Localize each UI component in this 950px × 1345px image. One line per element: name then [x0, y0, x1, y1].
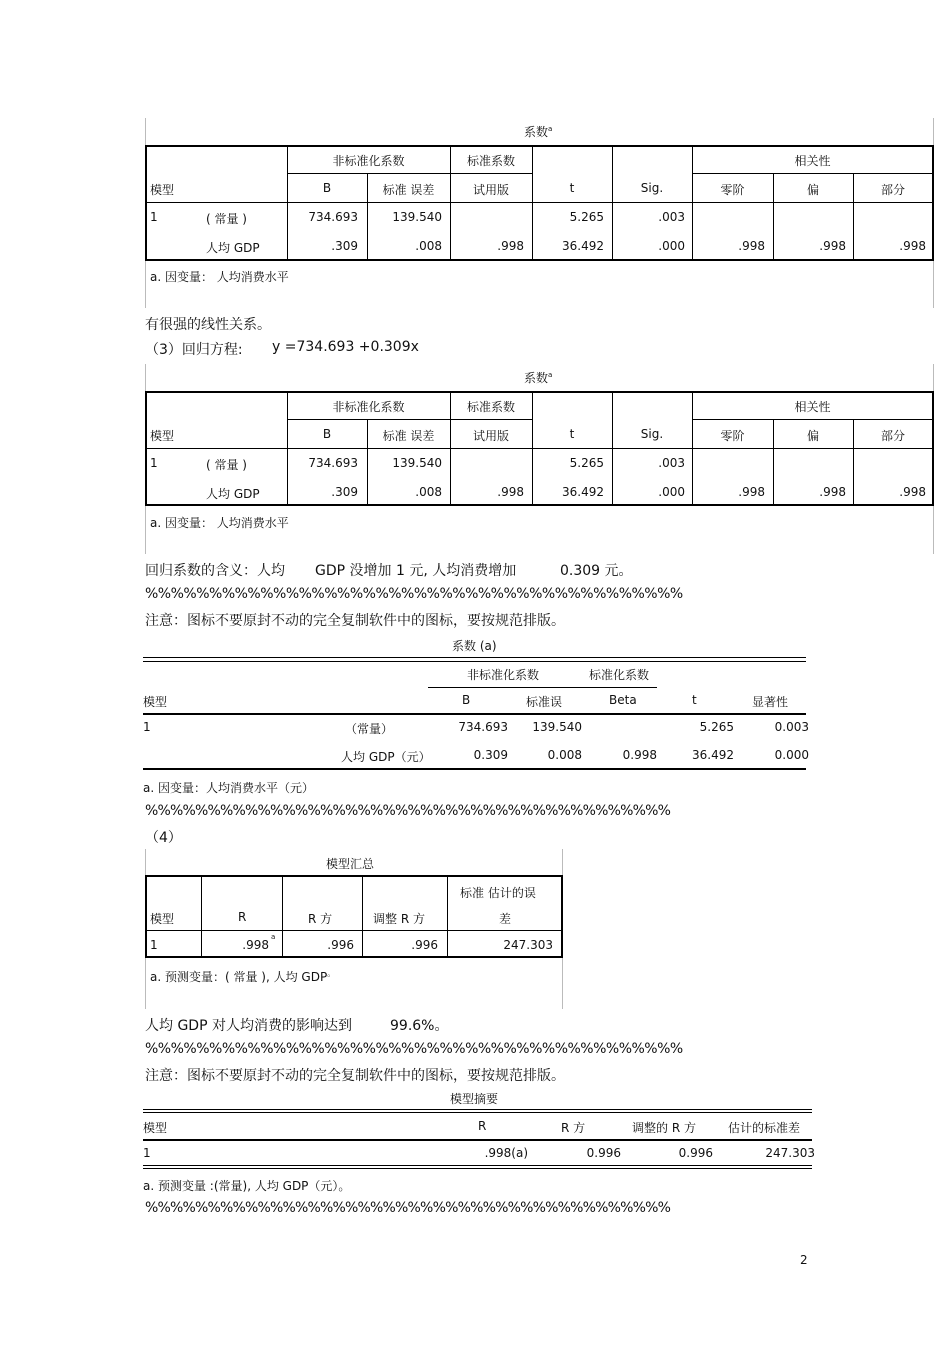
percent-divider: %%%%%%%%%%%%%%%%%%%%%%%%%%%%%%%%%%%%%%%%%% — [145, 803, 671, 819]
equation: y =734.693 +0.309x — [272, 339, 419, 355]
header-adj: 调整的 R 方 — [632, 1121, 696, 1135]
table-footnote: a. 预测变量：( 常量 ), 人均 GDP。 — [150, 969, 336, 984]
meaning-text-1: 回归系数的含义：人均 — [145, 563, 285, 579]
header-model: 模型 — [150, 183, 175, 197]
percent-divider: %%%%%%%%%%%%%%%%%%%%%%%%%%%%%%%%%%%%%%%%%% — [145, 1041, 683, 1057]
header-trial: 试用版 — [472, 183, 509, 197]
header-model: 模型 — [143, 1121, 168, 1135]
meaning-text-3: 0.309 元。 — [560, 563, 633, 579]
table-title: 模型摘要 — [450, 1092, 499, 1106]
note-text: 注意：图标不要原封不动的完全复制软件中的图标，要按规范排版。 — [145, 1068, 565, 1084]
header-model: 模型 — [143, 695, 168, 709]
percent-divider: %%%%%%%%%%%%%%%%%%%%%%%%%%%%%%%%%%%%%%%%%% — [145, 586, 683, 602]
header-r2: R 方 — [308, 912, 333, 926]
header-zero: 零阶 — [720, 183, 745, 197]
table-title: 系数$^a$ — [524, 125, 553, 139]
header-part: 部分 — [880, 183, 905, 197]
table-footnote: a. 因变量：人均消费水平（元） — [143, 781, 314, 795]
table-footnote: a. 预测变量 :(常量), 人均 GDP（元）。 — [143, 1179, 351, 1193]
header-beta: Beta — [609, 693, 637, 707]
header-unstd: 非标准化系数 — [332, 154, 405, 168]
table-title: 系数 (a) — [452, 639, 497, 653]
header-std: 标准化系数 — [589, 668, 650, 682]
header-partial: 偏 — [806, 183, 819, 197]
header-model: 模型 — [150, 912, 175, 926]
page-number: 2 — [800, 1253, 808, 1267]
table-footnote: a. 因变量： 人均消费水平 — [150, 270, 289, 284]
note-text: 注意：图标不要原封不动的完全复制软件中的图标，要按规范排版。 — [145, 613, 565, 629]
header-se: 标准 误差 — [382, 183, 435, 197]
header-t: t — [692, 693, 697, 707]
header-b: B — [462, 693, 471, 707]
header-r: R — [478, 1119, 487, 1133]
meaning-text-2: GDP 没增加 1 元, 人均消费增加 — [315, 563, 517, 579]
header-r2: R 方 — [561, 1121, 586, 1135]
header-b: B — [322, 181, 332, 195]
section-4-label: （4） — [145, 830, 182, 846]
table-title: 系数$^a$ — [524, 371, 553, 385]
percent-divider: %%%%%%%%%%%%%%%%%%%%%%%%%%%%%%%%%%%%%%%%%% — [145, 1200, 671, 1216]
header-sig: Sig. — [640, 181, 664, 195]
influence-text-1: 人均 GDP 对人均消费的影响达到 — [145, 1018, 352, 1034]
header-t: t — [569, 181, 575, 195]
header-corr: 相关性 — [794, 154, 831, 168]
equation-label: （3）回归方程: — [145, 342, 243, 358]
header-unstd: 非标准化系数 — [467, 668, 540, 682]
header-sig: 显著性 — [752, 695, 789, 709]
header-se: 标准误 — [526, 695, 563, 709]
header-r: R — [238, 910, 247, 924]
influence-text-2: 99.6%。 — [390, 1018, 449, 1034]
header-se: 标准 估计的误 — [460, 886, 536, 900]
header-adj: 调整 R 方 — [373, 912, 425, 926]
text-linear: 有很强的线性关系。 — [145, 317, 271, 333]
header-se: 估计的标准差 — [728, 1121, 801, 1135]
table-title: 模型汇总 — [326, 857, 375, 871]
table-footnote: a. 因变量： 人均消费水平 — [150, 516, 289, 530]
header-std: 标准系数 — [466, 154, 515, 168]
